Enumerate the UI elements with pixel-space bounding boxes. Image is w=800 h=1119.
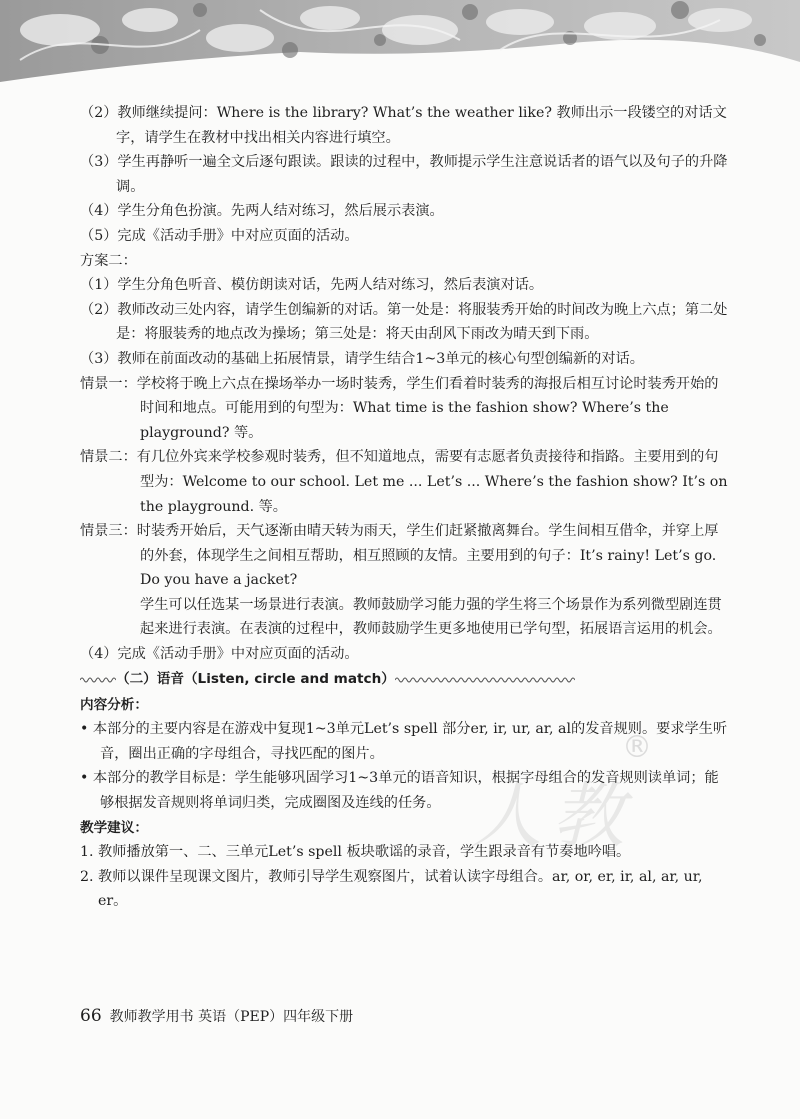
page-number: 66 bbox=[80, 1006, 102, 1026]
scenario-2: 情景二：有几位外宾来学校参观时装秀，但不知道地点，需要有志愿者负责接待和指路。主要用到的句型为：Welcome to our school. Let me ... Let’s ... Where’s the fashion show? It’s on the playground. 等。 bbox=[80, 449, 728, 515]
section-title bbox=[80, 667, 730, 693]
paragraph: （4）学生分角色扮演。先两人结对练习，然后展示表演。 bbox=[80, 203, 444, 220]
numbered-item: 1. 教师播放第一、二、三单元Let’s spell 板块歌谣的录音，学生跟录音有节奏地吟唱。 bbox=[80, 844, 631, 861]
page-body bbox=[80, 101, 730, 914]
bullet-text: 本部分的教学目标是：学生能够巩固学习1~3单元的语音知识，根据字母组合的发音规则读单词；能够根据发音规则将单词归类，完成圈图及连线的任务。 bbox=[92, 770, 719, 812]
paragraph: （3）学生再静听一遍全文后逐句跟读。跟读的过程中，教师提示学生注意说话者的语气以及句子的升降调。 bbox=[80, 154, 728, 195]
wave-ornament-icon bbox=[80, 676, 116, 684]
paragraph: （4）完成《活动手册》中对应页面的活动。 bbox=[80, 646, 359, 663]
bullet-icon: • bbox=[80, 721, 89, 738]
bullet-text: 本部分的主要内容是在游戏中复现1~3单元Let’s spell 部分er, ir, ur, ar, al的发音规则。要求学生听音，圈出正确的字母组合，寻找匹配的图片。 bbox=[92, 721, 728, 762]
paragraph: （1）学生分角色听音、模仿朗读对话，先两人结对练习，然后表演对话。 bbox=[80, 277, 544, 294]
plan-heading: 方案二： bbox=[80, 252, 137, 269]
paragraph: （2）教师继续提问：Where is the library? What’s the weather like? 教师出示一段镂空的对话文字，请学生在教材中找出相关内容进行填空。 bbox=[80, 105, 727, 146]
paragraph: （2）教师改动三处内容，请学生创编新的对话。第一处是：将服装秀开始的时间改为晚上六点；第二处是：将服装秀的地点改为操场；第三处是：将天由刮风下雨改为晴天到下雨。 bbox=[80, 301, 728, 343]
section-title-text: （二）语音（Listen, circle and match） bbox=[116, 671, 395, 688]
paragraph: 学生可以任选某一场景进行表演。教师鼓励学习能力强的学生将三个场景作为系列微型剧连贯起来进行表演。在表演的过程中，教师鼓励学生更多地使用已学句型，拓展语言运用的机会。 bbox=[140, 596, 722, 638]
wave-ornament-icon bbox=[395, 676, 575, 684]
watermark: 人教 bbox=[470, 774, 635, 858]
scenario-1: 情景一：学校将于晚上六点在操场举办一场时装秀，学生们看着时装秀的海报后相互讨论时装秀开始的时间和地点。可能用到的句型为：What time is the fashion show? Where’s the playground? 等。 bbox=[80, 375, 719, 441]
scenario-3: 情景三：时装秀开始后，天气逐渐由晴天转为雨天，学生们赶紧撤离舞台。学生间相互借伞，并穿上厚的外套，体现学生之间相互帮助，相互照顾的友情。主要用到的句子：It’s rainy! Let’s go. Do you have a jacket? bbox=[80, 523, 719, 589]
numbered-item: 2. 教师以课件呈现课文图片，教师引导学生观察图片，试着认读字母组合。ar, or, er, ir, al, ar, ur, er。 bbox=[80, 868, 703, 910]
subheading-teaching-suggestions: 教学建议： bbox=[80, 819, 148, 836]
book-title: 教师教学用书 英语（PEP）四年级下册 bbox=[109, 1009, 354, 1025]
bullet-icon: • bbox=[80, 770, 89, 787]
bullet-item bbox=[80, 766, 730, 815]
subheading-content-analysis: 内容分析： bbox=[80, 696, 148, 713]
decorative-floral-banner bbox=[0, 0, 800, 100]
page-footer bbox=[80, 1006, 353, 1026]
bullet-item bbox=[80, 717, 730, 766]
paragraph: （3）教师在前面改动的基础上拓展情景，请学生结合1~3单元的核心句型创编新的对话。 bbox=[80, 350, 644, 367]
registered-mark-watermark: ® bbox=[622, 730, 652, 765]
paragraph: （5）完成《活动手册》中对应页面的活动。 bbox=[80, 227, 359, 244]
